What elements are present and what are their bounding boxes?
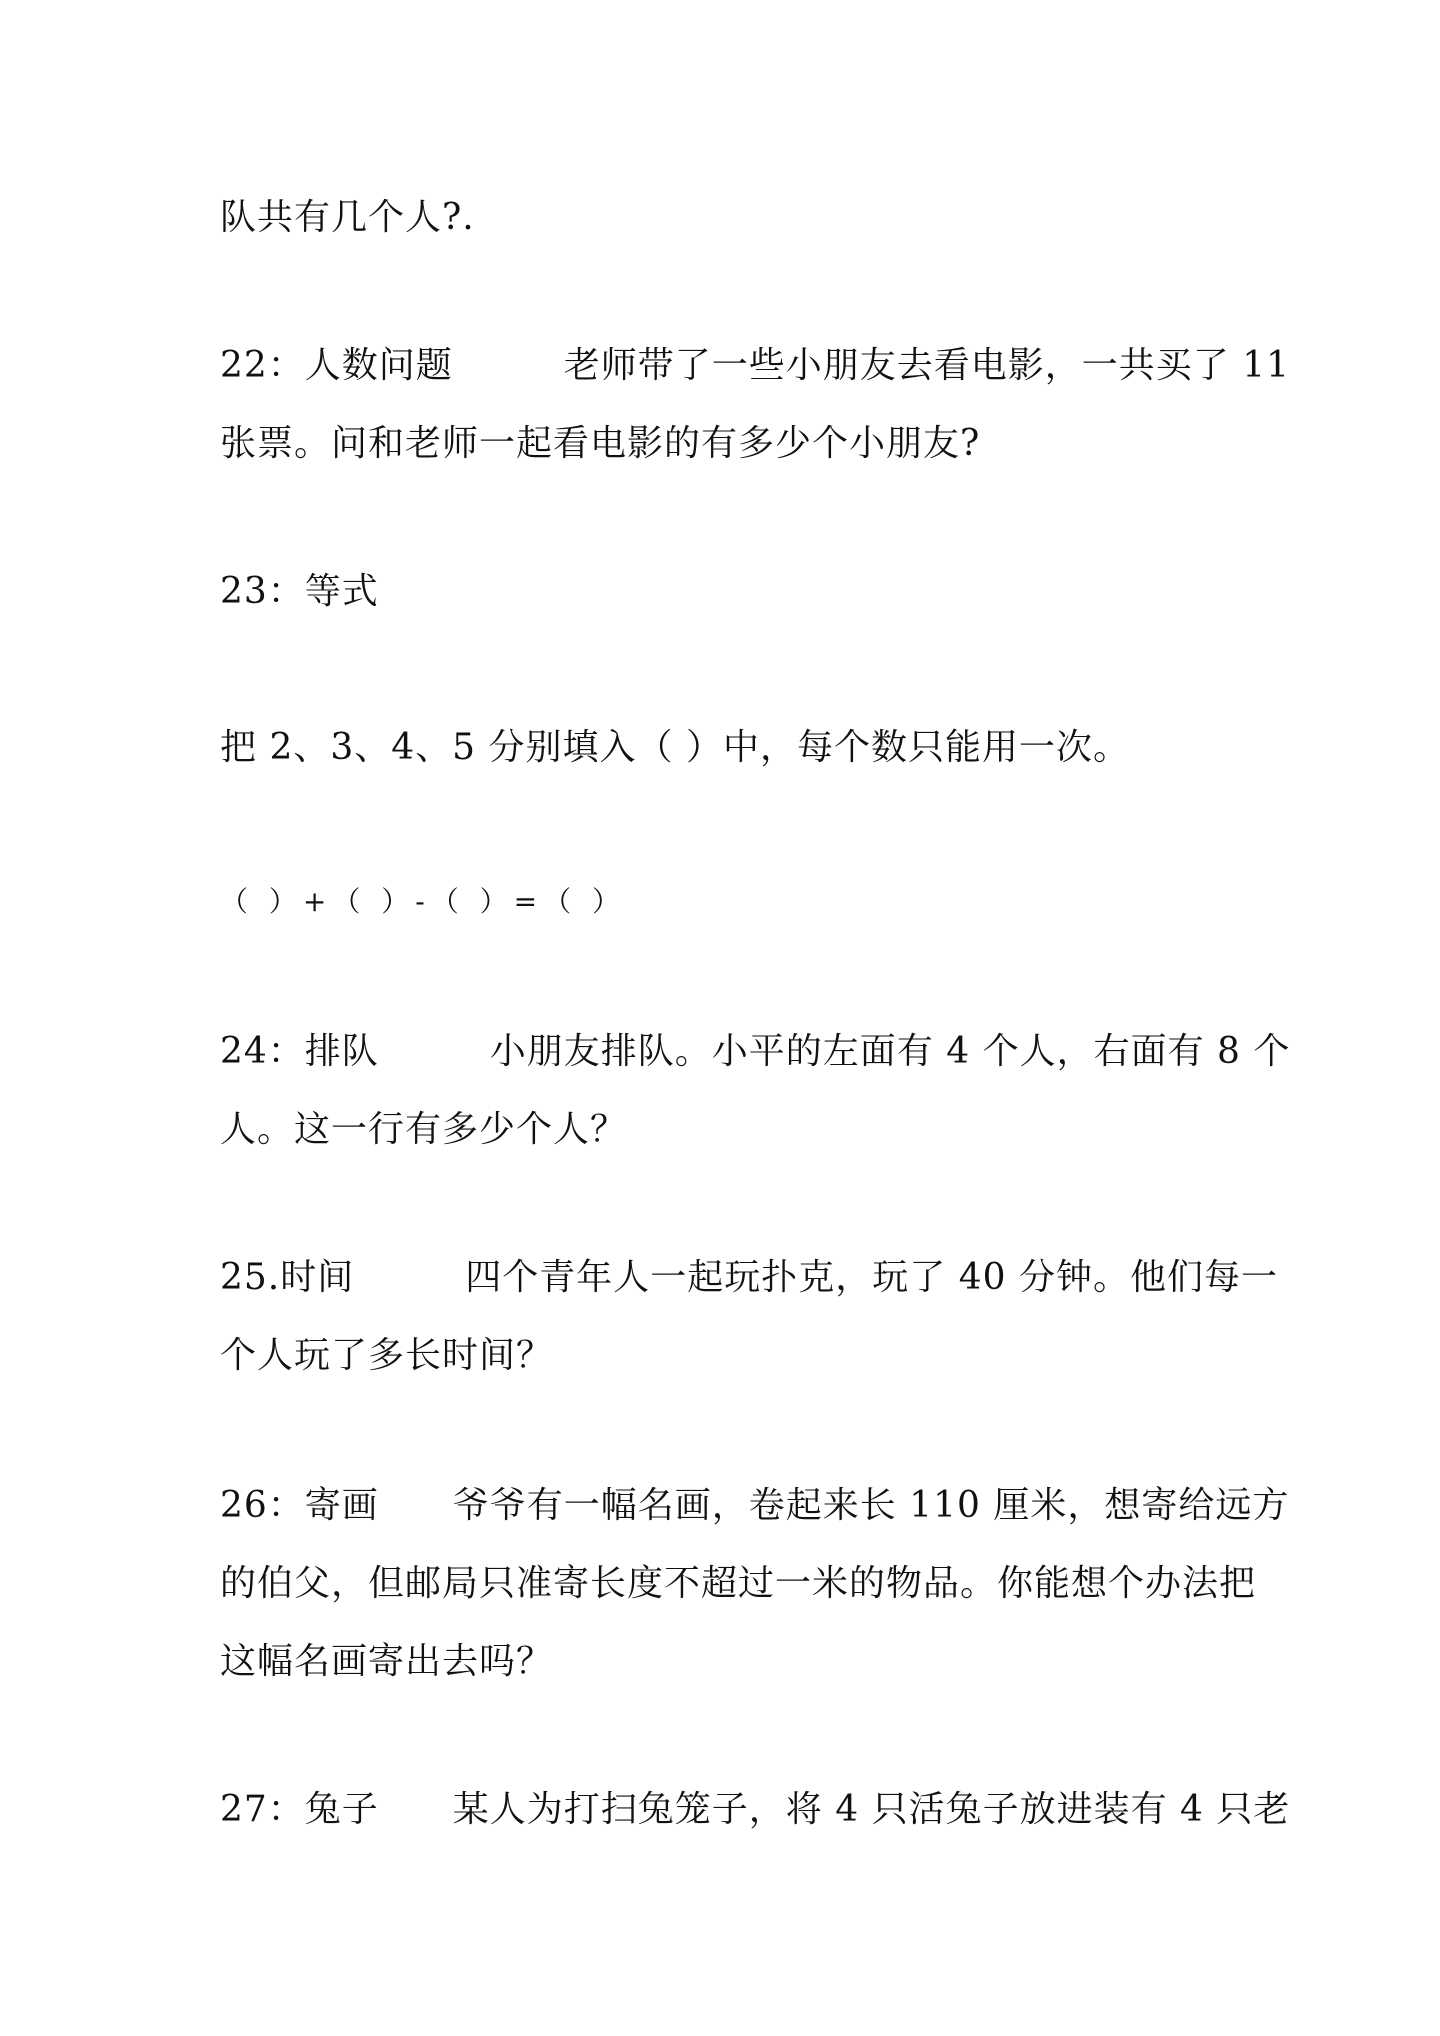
text-line-q27-title: 27：兔子 某人为打扫兔笼子，将 4 只活兔子放进装有 4 只老 bbox=[220, 1789, 1291, 1830]
text-line-q24-body: 人。这一行有多少个人？ bbox=[220, 1109, 628, 1150]
text-line-q26-body-1: 的伯父，但邮局只准寄长度不超过一米的物品。你能想个办法把 bbox=[220, 1563, 1257, 1604]
text-line-q26-title: 26：寄画 爷爷有一幅名画，卷起来长 110 厘米，想寄给远方 bbox=[220, 1485, 1290, 1526]
text-line-q25-body: 个人玩了多长时间？ bbox=[220, 1335, 554, 1376]
text-line-q23-body: 把 2、3、4、5 分别填入（ ）中，每个数只能用一次。 bbox=[220, 727, 1130, 768]
text-line-q24-title: 24：排队 小朋友排队。小平的左面有 4 个人，右面有 8 个 bbox=[220, 1031, 1291, 1072]
text-line-q22-body: 张票。问和老师一起看电影的有多少个小朋友? bbox=[220, 423, 981, 464]
text-line-q22-title: 22：人数问题 老师带了一些小朋友去看电影，一共买了 11 bbox=[220, 345, 1291, 386]
text-line-q25-title: 25.时间 四个青年人一起玩扑克，玩了 40 分钟。他们每一 bbox=[220, 1257, 1278, 1298]
text-line-q26-body-2: 这幅名画寄出去吗？ bbox=[220, 1641, 554, 1682]
equation-line: （ ）+（ ）-（ ）=（ ） bbox=[220, 885, 626, 918]
text-line-q21-end: 队共有几个人?. bbox=[220, 197, 475, 238]
text-line-q23-title: 23：等式 bbox=[220, 571, 379, 612]
